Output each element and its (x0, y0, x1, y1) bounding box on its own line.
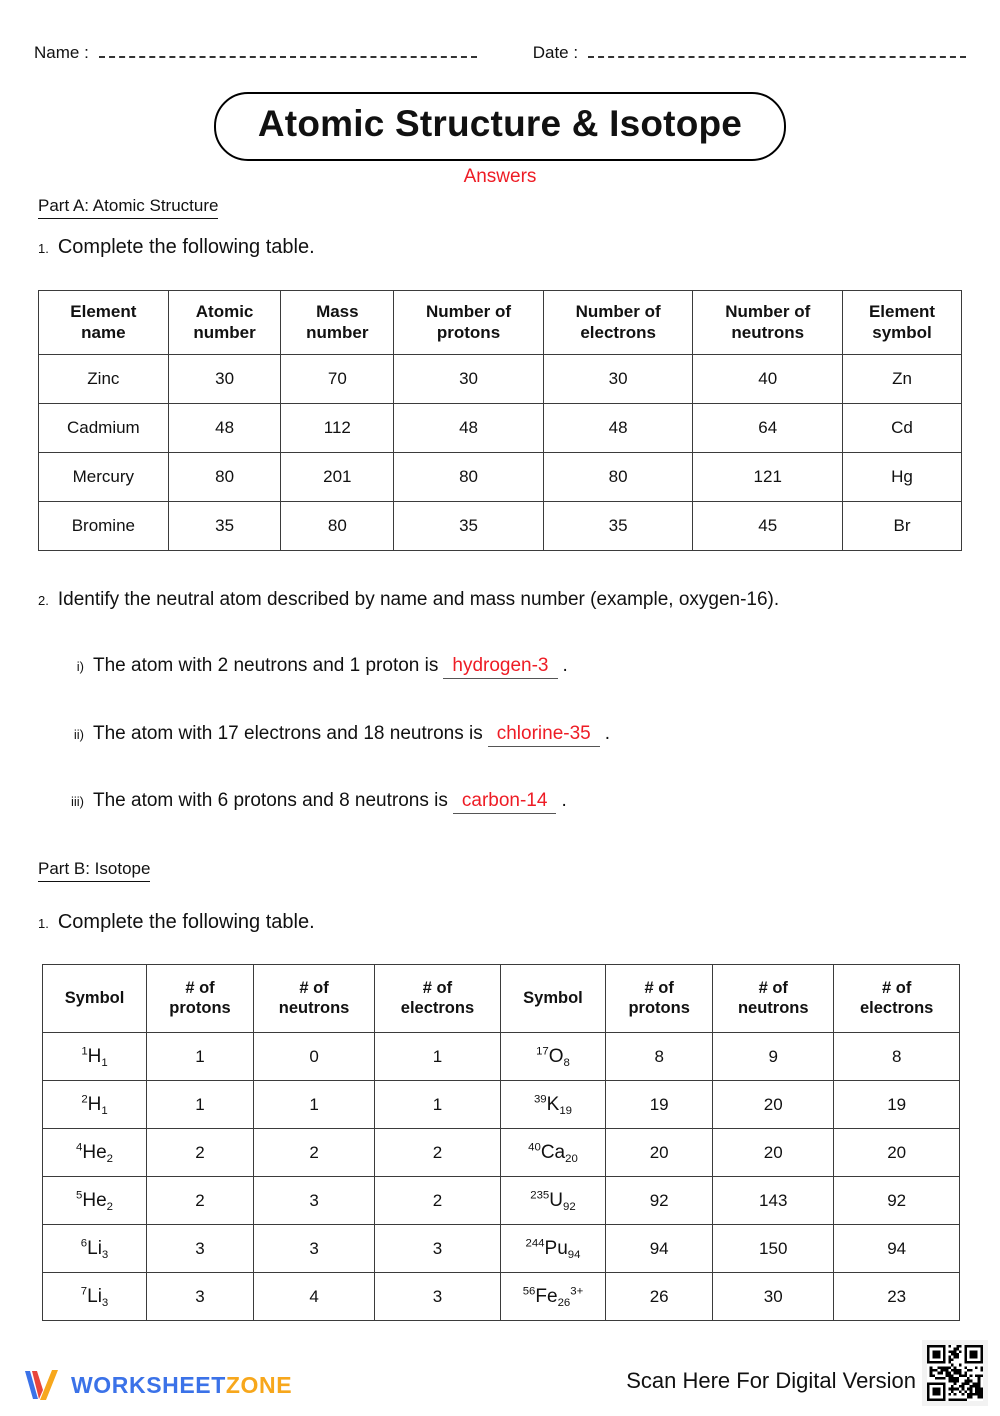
table-header-row (43, 965, 960, 1033)
isotope-symbol: $^{40}Ca_{20}$ (500, 1129, 606, 1177)
column-header: # of protons (147, 965, 254, 1033)
name-label: Name : (34, 43, 89, 62)
answer-cell[interactable]: 45 (693, 502, 843, 551)
isotope-symbol: $^1H_1$ (43, 1033, 147, 1081)
column-header: Element symbol (843, 291, 962, 355)
name-date-row (34, 34, 966, 64)
logo-word-worksheet: WORKSHEET (71, 1371, 226, 1398)
sub-question-period: . (604, 723, 611, 744)
sub-question-period: . (561, 790, 567, 811)
answer-cell[interactable]: 40 (693, 355, 843, 404)
answer-cell[interactable]: Cd (843, 404, 962, 453)
answer-cell[interactable]: 1 (375, 1081, 501, 1129)
answer-cell[interactable]: 201 (281, 453, 394, 502)
answer-cell[interactable]: 150 (713, 1225, 834, 1273)
answer-cell[interactable]: 35 (168, 502, 281, 551)
table-body (39, 355, 962, 551)
isotope-symbol: $^6Li_3$ (43, 1225, 147, 1273)
answer-cell[interactable]: 8 (834, 1033, 960, 1081)
answer-cell[interactable]: Zinc (39, 355, 169, 404)
part-a-heading: Part A: Atomic Structure (38, 196, 218, 219)
answer-cell[interactable]: Bromine (39, 502, 169, 551)
answer-cell[interactable]: 112 (281, 404, 394, 453)
scan-text: Scan Here For Digital Version (626, 1368, 916, 1393)
sub-question-period: . (562, 655, 568, 676)
isotope-symbol: $^4He_2$ (43, 1129, 147, 1177)
answer-cell[interactable]: 30 (394, 355, 544, 404)
column-header: Number of electrons (543, 291, 693, 355)
table-head (39, 291, 962, 355)
worksheet-zone-logo[interactable] (22, 1368, 292, 1402)
sub-question-text: The atom with 6 protons and 8 neutrons is (93, 790, 448, 811)
table-row (39, 502, 962, 551)
answer-cell[interactable]: 2 (147, 1177, 254, 1225)
table-header-row (39, 291, 962, 355)
isotope-symbol: $^{244}Pu_{94}$ (500, 1225, 606, 1273)
sub-question-marker: iii) (71, 794, 84, 809)
answer-cell[interactable]: 3 (375, 1225, 501, 1273)
answer-cell[interactable]: 20 (606, 1129, 713, 1177)
column-header: # of neutrons (253, 965, 374, 1033)
name-input-line[interactable] (99, 56, 477, 58)
part-b-question-1 (38, 911, 315, 934)
atomic-structure-table (38, 290, 962, 551)
column-header: Number of protons (394, 291, 544, 355)
answer-cell[interactable]: 1 (253, 1081, 374, 1129)
column-header: Number of neutrons (693, 291, 843, 355)
isotope-symbol: $^5He_2$ (43, 1177, 147, 1225)
isotope-symbol: $^7Li_3$ (43, 1273, 147, 1321)
sub-question-i (58, 655, 568, 679)
answer-cell[interactable]: 80 (394, 453, 544, 502)
page-title: Atomic Structure & Isotope (257, 103, 743, 144)
column-header: # of protons (606, 965, 713, 1033)
given-cell: 70 (281, 355, 394, 404)
table-row (43, 1177, 960, 1225)
date-input-line[interactable] (588, 56, 966, 58)
table-row (43, 1129, 960, 1177)
answer-cell[interactable]: Mercury (39, 453, 169, 502)
answer-blank-i[interactable]: hydrogen-3 (443, 655, 557, 679)
answer-cell[interactable]: 3 (375, 1273, 501, 1321)
table-row (39, 355, 962, 404)
answer-cell[interactable]: 2 (375, 1129, 501, 1177)
answer-cell[interactable]: 94 (606, 1225, 713, 1273)
sub-question-marker: ii) (73, 727, 84, 742)
title-container (0, 92, 1000, 161)
logo-text (71, 1372, 292, 1399)
given-cell: 80 (543, 453, 693, 502)
isotope-symbol: $^2H_1$ (43, 1081, 147, 1129)
column-header: # of electrons (375, 965, 501, 1033)
column-header: Symbol (500, 965, 606, 1033)
answer-cell[interactable]: 2 (253, 1129, 374, 1177)
answer-cell[interactable]: 0 (253, 1033, 374, 1081)
answer-cell[interactable]: 26 (606, 1273, 713, 1321)
answer-blank-iii[interactable]: carbon-14 (453, 790, 557, 814)
answer-cell[interactable]: 20 (713, 1081, 834, 1129)
question-text: Identify the neutral atom described by name and mass number (example, oxygen-16). (57, 589, 780, 610)
answer-blank-ii[interactable]: chlorine-35 (488, 723, 600, 747)
question-number: 1. (38, 241, 49, 256)
answer-cell[interactable]: 9 (713, 1033, 834, 1081)
qr-code[interactable] (922, 1340, 988, 1406)
table-row (43, 1273, 960, 1321)
part-a-question-1 (38, 236, 315, 259)
answer-cell[interactable]: 92 (606, 1177, 713, 1225)
isotope-symbol: $^{39}K_{19}$ (500, 1081, 606, 1129)
answer-cell[interactable]: 20 (713, 1129, 834, 1177)
table-row (39, 404, 962, 453)
given-cell: 48 (168, 404, 281, 453)
isotope-table (42, 964, 960, 1321)
answer-cell[interactable]: 35 (543, 502, 693, 551)
part-a-question-2 (38, 589, 779, 611)
column-header: # of neutrons (713, 965, 834, 1033)
answer-cell[interactable]: 48 (394, 404, 544, 453)
isotope-symbol: $^{17}O_8$ (500, 1033, 606, 1081)
answer-cell[interactable]: 19 (834, 1081, 960, 1129)
given-cell: 35 (394, 502, 544, 551)
answer-cell[interactable]: 2 (375, 1177, 501, 1225)
footer (0, 1330, 1000, 1416)
answer-cell[interactable]: 2 (147, 1129, 254, 1177)
answer-cell[interactable]: 4 (253, 1273, 374, 1321)
answer-cell[interactable]: 30 (168, 355, 281, 404)
answer-cell[interactable]: 20 (834, 1129, 960, 1177)
column-header: Symbol (43, 965, 147, 1033)
answer-cell[interactable]: 30 (543, 355, 693, 404)
answer-cell[interactable]: 121 (693, 453, 843, 502)
sub-question-marker: i) (76, 659, 84, 674)
column-header: # of electrons (834, 965, 960, 1033)
answer-cell[interactable]: 30 (713, 1273, 834, 1321)
logo-mark-icon (22, 1368, 62, 1402)
answer-cell[interactable]: 94 (834, 1225, 960, 1273)
answer-cell[interactable]: Hg (843, 453, 962, 502)
answer-cell[interactable]: 92 (834, 1177, 960, 1225)
answer-cell[interactable]: Br (843, 502, 962, 551)
part-b-heading: Part B: Isotope (38, 859, 150, 882)
answer-cell[interactable]: Zn (843, 355, 962, 404)
logo-word-zone: ZONE (225, 1371, 293, 1398)
table-row (43, 1081, 960, 1129)
answer-cell[interactable]: 48 (543, 404, 693, 453)
title-box (214, 92, 786, 161)
table-row (39, 453, 962, 502)
answer-cell[interactable]: Cadmium (39, 404, 169, 453)
answer-cell[interactable]: 64 (693, 404, 843, 453)
answer-cell[interactable]: 1 (147, 1081, 254, 1129)
question-text: Complete the following table. (57, 236, 315, 258)
sub-question-ii (58, 723, 610, 747)
sub-question-text: The atom with 17 electrons and 18 neutrons is (93, 723, 483, 744)
date-label: Date : (532, 43, 579, 62)
table-body (43, 1033, 960, 1321)
table-row (43, 1033, 960, 1081)
answers-label: Answers (463, 166, 537, 187)
answer-cell[interactable]: 143 (713, 1177, 834, 1225)
isotope-symbol: $^{235}U_{92}$ (500, 1177, 606, 1225)
column-header: Atomic number (168, 291, 281, 355)
question-number: 2. (38, 593, 49, 608)
answer-cell[interactable]: 80 (168, 453, 281, 502)
answer-cell[interactable]: 8 (606, 1033, 713, 1081)
answer-cell[interactable]: 1 (147, 1033, 254, 1081)
answer-cell[interactable]: 80 (281, 502, 394, 551)
isotope-symbol: $^{56}Fe_{26}^{3+}$ (500, 1273, 606, 1321)
answer-cell[interactable]: 3 (253, 1225, 374, 1273)
sub-question-iii (58, 790, 567, 814)
column-header: Mass number (281, 291, 394, 355)
answer-cell[interactable]: 3 (147, 1225, 254, 1273)
column-header: Element name (39, 291, 169, 355)
question-number: 1. (38, 916, 49, 931)
answer-cell[interactable]: 23 (834, 1273, 960, 1321)
answer-cell[interactable]: 19 (606, 1081, 713, 1129)
question-text: Complete the following table. (57, 911, 315, 933)
answer-cell[interactable]: 1 (375, 1033, 501, 1081)
table-head (43, 965, 960, 1033)
sub-question-text: The atom with 2 neutrons and 1 proton is (93, 655, 439, 676)
answer-cell[interactable]: 3 (147, 1273, 254, 1321)
answer-cell[interactable]: 3 (253, 1177, 374, 1225)
table-row (43, 1225, 960, 1273)
